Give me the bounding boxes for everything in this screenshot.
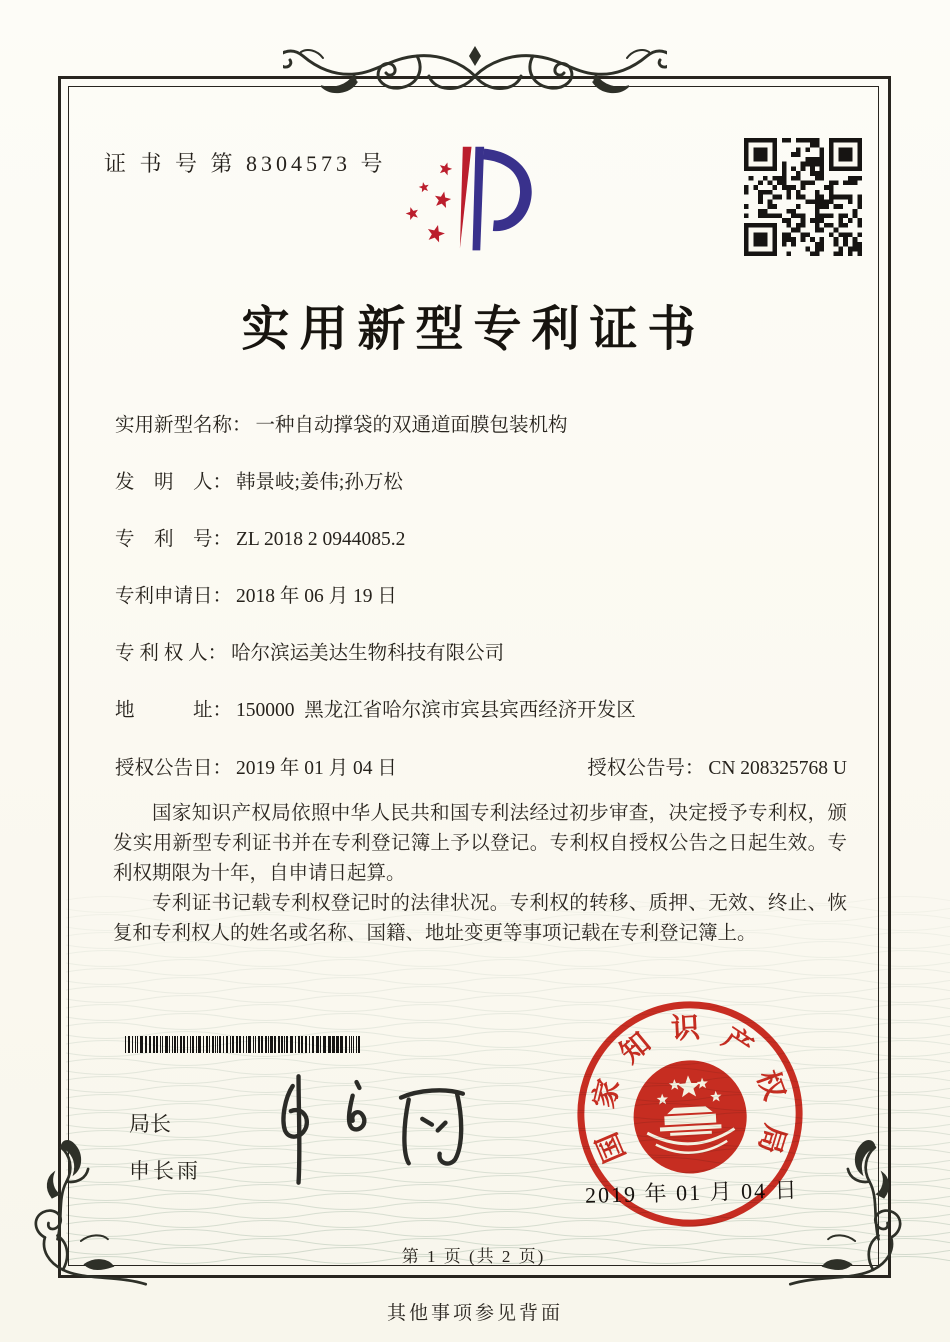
logo-blue-bowl <box>483 149 532 232</box>
qr-code <box>744 138 862 256</box>
svg-text:局: 局 <box>752 1120 792 1158</box>
legal-body-text <box>113 799 847 949</box>
director-signature-icon <box>256 1068 488 1190</box>
official-block <box>129 1108 201 1185</box>
svg-text:识: 识 <box>670 1012 701 1046</box>
legal-paragraph-2: 专利证书记载专利权登记时的法律状况。专利权的转移、质押、无效、终止、恢复和专利权人的姓名或名称、国籍、地址变更等事项记载在专利登记簿上。 <box>113 893 847 944</box>
top-center-scroll-ornament-icon <box>283 40 667 118</box>
field-row-address <box>115 698 847 724</box>
field-value: 2019 年 01 月 04 日 <box>236 758 397 779</box>
cnipa-patent-logo-icon <box>395 141 550 259</box>
field-value: CN 208325768 U <box>708 758 847 779</box>
field-value: 一种自动撑袋的双通道面膜包装机构 <box>255 415 568 436</box>
svg-text:权: 权 <box>750 1066 791 1105</box>
field-row-grant <box>115 756 847 782</box>
logo-red-wedge <box>460 147 472 249</box>
barcode <box>125 1036 363 1053</box>
grant-number-pair <box>587 756 847 782</box>
back-note: 其他事项参见背面 <box>386 1303 563 1324</box>
field-value: 150000 黑龙江省哈尔滨市宾县宾西经济开发区 <box>236 700 636 721</box>
grant-date-pair <box>115 756 397 782</box>
official-title: 局长 <box>129 1112 171 1136</box>
field-label: 专 利 权 人： <box>115 643 228 664</box>
page-indicator: 第 1 页 (共 2 页) <box>401 1247 546 1266</box>
field-label: 专 利 号： <box>115 529 233 550</box>
field-value: 韩景岐;姜伟;孙万松 <box>236 472 403 493</box>
field-row-patentee <box>115 641 847 667</box>
svg-text:家: 家 <box>588 1076 627 1112</box>
field-label: 授权公告日： <box>115 758 233 779</box>
legal-paragraph-1: 国家知识产权局依照中华人民共和国专利法经过初步审查，决定授予专利权，颁发实用新型专利证书并在专利登记簿上予以登记。专利权自授权公告之日起生效。专利权期限为十年，自申请日起算。 <box>113 803 847 884</box>
logo-stars <box>406 163 453 243</box>
svg-text:产: 产 <box>716 1021 759 1065</box>
field-row-patent-number <box>115 527 847 553</box>
field-row-inventors <box>115 470 847 496</box>
field-label: 专利申请日： <box>115 586 233 607</box>
official-seal <box>560 984 821 1245</box>
field-label: 地 址： <box>115 700 233 721</box>
field-value: ZL 2018 2 0944085.2 <box>236 529 406 550</box>
svg-text:知: 知 <box>614 1026 657 1070</box>
field-label: 发 明 人： <box>115 472 233 493</box>
field-value: 哈尔滨运美达生物科技有限公司 <box>231 643 505 664</box>
field-row-filing-date <box>115 584 847 610</box>
certificate-number: 证 书 号 第 8304573 号 <box>104 151 387 176</box>
seal-date: 2019 年 01 月 04 日 <box>584 1177 799 1208</box>
field-label: 授权公告号： <box>587 758 705 779</box>
field-row-name <box>115 413 847 439</box>
cnipa-official-round-seal-icon <box>560 984 821 1245</box>
certificate-title: 实用新型专利证书 <box>241 303 706 356</box>
field-value: 2018 年 06 月 19 日 <box>236 586 397 607</box>
official-name: 申长雨 <box>129 1159 201 1183</box>
logo-blue-stem <box>473 147 485 251</box>
svg-text:国: 国 <box>591 1127 632 1167</box>
field-label: 实用新型名称： <box>115 415 252 436</box>
